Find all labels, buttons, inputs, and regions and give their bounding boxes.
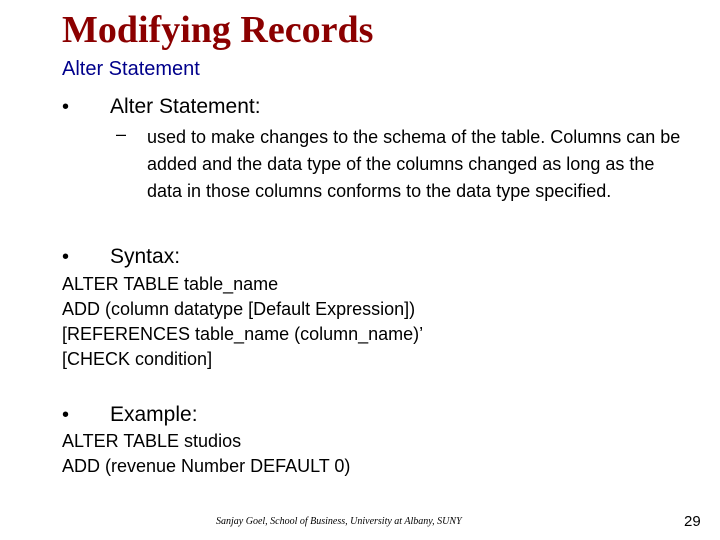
page-number: 29 (684, 513, 701, 530)
bullet-example: • (62, 404, 70, 426)
dash-bullet: – (116, 124, 127, 144)
syntax-heading: Syntax: (110, 245, 181, 268)
slide-title: Modifying Records (62, 9, 374, 51)
slide-subtitle: Alter Statement (62, 58, 200, 80)
bullet-alter: • (62, 96, 70, 118)
example-heading: Example: (110, 403, 198, 426)
syntax-line: ALTER TABLE table_name (62, 274, 279, 294)
example-line: ALTER TABLE studios (62, 431, 242, 451)
example-block (62, 429, 350, 479)
footer-credit: Sanjay Goel, School of Business, University at Albany, SUNY (216, 516, 462, 527)
syntax-line: ADD (column datatype [Default Expression]) (62, 299, 416, 319)
syntax-block (62, 272, 423, 372)
syntax-line: [CHECK condition] (62, 349, 213, 369)
syntax-line: [REFERENCES table_name (column_name)’ (62, 324, 424, 344)
alter-heading: Alter Statement: (110, 95, 261, 118)
example-line: ADD (revenue Number DEFAULT 0) (62, 456, 351, 476)
alter-description: used to make changes to the schema of the table. Columns can be added and the data type of the columns changed as long as the data in those columns conforms to the data type specified. (147, 127, 681, 201)
bullet-syntax: • (62, 246, 70, 268)
